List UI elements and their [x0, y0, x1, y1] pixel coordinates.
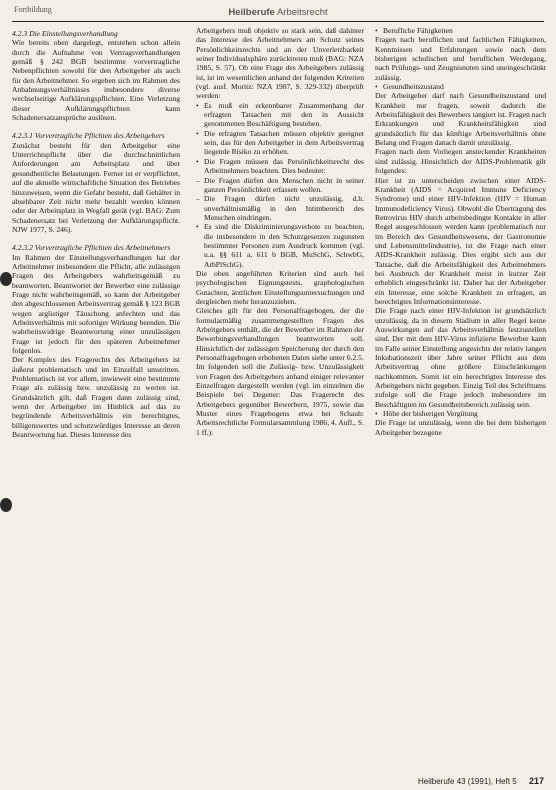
paragraph: Zunächst besteht für den Arbeitgeber eine Unterrichtspflicht über die durchschnittlichen Anforderungen am Arbeitsplatz und über gesundheitliche Belastungen. Ferner ist er verpflichtet, auf die aktuelle wirtschaftliche Situation des Betriebes hinzuweisen, wenn die Gefahr besteht, daß Gehälter in absehbarer Zeit nicht mehr bezahlt werden können oder der Arbeitsplatz in Wegfall gerät (vgl. BAG: Zum Schadenersatz bei Verletzung der Aufklärungspflicht. NJW 1977, S. 246).	[12, 140, 180, 234]
section-heading: 4.2.3 Die Einstellungsverhandlung	[12, 29, 118, 38]
list-item: • Die erfragten Tatsachen müssen objektiv geeignet sein, das für den Arbeitgeber in dem Arbeitsvertrag liegende Risiko zu erhöhen.	[196, 129, 364, 157]
page-footer	[418, 776, 544, 786]
column-1	[12, 26, 180, 439]
section-label: Fortbildung	[14, 5, 52, 14]
paragraph: Fragen nach dem Vorliegen ansteckender Krankheiten sind zulässig. Hinsichtlich der AIDS-Problematik gilt folgendes:	[375, 147, 546, 176]
journal-title-rest: Arbeitsrecht	[274, 7, 328, 18]
criteria-list	[196, 101, 364, 269]
list-item: • Berufliche Fähigkeiten	[375, 26, 546, 35]
list-item: – Die Fragen dürfen den Menschen nicht in seiner ganzen Persönlichkeit erfassen wollen.	[196, 176, 364, 195]
journal-title	[14, 7, 542, 18]
paragraph: Wie bereits oben dargelegt, entstehen schon allein durch die Aufnahme von Vertragsverhandlungen gemäß § 242 BGB bestimmte vorvertragliche Nebenpflichten sowohl für den Arbeitgeber als auch für den Arbeitnehmer. So ergeben sich im Rahmen des Anbahnungsverhältnisses insbesondere diverse wechselseitige Aufklärungspflichten. Eine Verletzung dieser Aufklärungspflichten kann Schadenersatzansprüche auslösen.	[12, 38, 180, 123]
list-item: • Es sind die Diskriminierungsverbote zu beachten, die insbesondere in den Schutzgesetzen zugunsten bestimmter Personen zum Ausdruck kommen (vgl. u.a. §§ 611 a, 611 b BGB, MuSchG, SchwbG, ArbPlSchG).	[196, 222, 364, 269]
list-item: • Gesundheitszustand	[375, 82, 546, 91]
subsection-heading: 4.2.3.2 Vorvertragliche Pflichten des Arbeitnehmers	[12, 243, 171, 253]
list-item: • Die Fragen müssen das Persönlichkeitsrecht des Arbeitnehmers beachten. Dies bedeutet:	[196, 157, 364, 176]
question-list	[375, 82, 546, 91]
running-head	[14, 2, 542, 18]
list-item: • Es muß ein erkennbarer Zusammenhang der erfragten Tatsachen mit den in Aussicht genommenen Beschäftigung bestehen.	[196, 101, 364, 129]
journal-title-bold: Heilberufe	[228, 7, 275, 18]
list-item: – Die Fragen dürfen nicht unzulässig, d.h. unverhältnismäßig in den Intimbereich des Menschen eindringen.	[196, 194, 364, 222]
paragraph: Im folgenden soll die Zulässig- bzw. Unzulässigkeit von Fragen des Arbeitgebers anhand einiger relevanter Einzelfragen dargestellt werden (vgl. im einzelnen die Beispiele bei Degener: Das Fragerecht des Arbeitgebers gegenüber Bewerbern, 1975, sowie das Muster eines Fragebogens etwa bei Schaub: Arbeitsrechtliche Formularsammlung 1986, 4. Aufl., S. 1 ff.):	[196, 362, 364, 437]
list-item: • Höhe der bisherigen Vergütung	[375, 409, 546, 418]
column-2	[196, 26, 364, 437]
question-list	[375, 409, 546, 418]
paragraph: Im Rahmen der Einstellungsverhandlungen hat der Arbeitnehmer insbesondere die Pflicht, alle zulässigen Fragen des Arbeitgebers wahrheitsgemäß zu beantworten. Beantwortet der Bewerber eine zulässige Frage nicht wahrheitsgemäß, so kann der Arbeitgeber den abgeschlossenen Arbeitsvertrag gemäß § 123 BGB wegen arglistiger Täuschung anfechten und das Arbeitsverhältnis mit sofortiger Wirkung beenden. Die wahrheitswidrige Beantwortung einer unzulässigen Frage ist jedoch für den späteren Arbeitnehmer folgenlos.	[12, 252, 180, 355]
journal-citation: Heilberufe 43 (1991), Heft 5	[418, 777, 517, 786]
punch-hole	[0, 272, 12, 286]
header-rule	[12, 21, 544, 22]
page-number: 217	[528, 776, 544, 786]
paragraph: Die Frage ist unzulässig, wenn die bei dem bisherigen Arbeitgeber bezogene	[375, 418, 546, 437]
paragraph: Die oben angeführten Kriterien sind auch bei psychologischen Eignungstests, graphologischen Gutachten, ärztlichen Einstellungsuntersuchungen und dergleichen mehr heranzuziehen.	[196, 268, 364, 306]
paragraph: Die Frage nach einer HIV-Infektion ist grundsätzlich unzulässig, da in diesem Stadium in aller Regel keine Auswirkungen auf das Arbeitsverhältnis festzustellen sind. Der mit dem HIV-Virus infizierte Bewerber kann im Falle seiner Einstellung angesichts der relativ langen Inkubationszeit über Jahre seiner Pflicht aus dem Arbeitsvertrag ohne größere Einschränkungen nachkommen. Somit ist ein berechtigtes Interesse des Arbeitgebers nicht gegeben. Einzig Teil des Schrifttums zufolge soll die Frage jedoch insbesondere im Beschäftigten im Gesundheitsbereich zulässig sein.	[375, 306, 546, 409]
paragraph: Hier ist zu unterscheiden zwischen einer AIDS-Krankheit (AIDS = Acquired Immune Deficiency Syndrome) und einer HIV-Infektion (HIV = Human Immunodeficiency Virus). Obwohl die Übertragung des Retrovirus HIV durch arbeitsbedingte Kontakte in aller Regel ausgeschlossen werden kann (problematisch nur im Bereich des Gesundheitswesens, der Gastronomie und Lebensmittelindustrie), ist die Frage nach einer AIDS-Krankheit zulässig. Dies ergibt sich aus der Tatsache, daß die Arbeitsfähigkeit des Arbeitnehmers bei Ausbruch der Krankheit meist in kurzer Zeit erheblich eingeschränkt ist. Daher hat der Arbeitgeber ein Interesse, eine solche Krankheit zu erfragen, an berechtigtes Informationsinteresse.	[375, 175, 546, 306]
paragraph: Gleiches gilt für den Personalfragebogen, der die formularmäßig zusammengestellten Fragen des Arbeitgebers enthält, die der Bewerber im Rahmen der Bewerbungsverhandlungen beantworten soll. Hinsichtlich der zulässigen Speicherung der durch den Personalfragebogen erhobenen Daten siehe unter 6.2.5.	[196, 306, 364, 363]
paragraph: Der Komplex des Fragerechts des Arbeitgebers ist äußerst problematisch und im Einzelfall umstritten. Problematisch ist vor allem, inwieweit eine bestimmte Frage als zulässig bzw. unzulässig zu werten ist. Grundsätzlich gilt, daß Fragen dann zulässig sind, wenn der Arbeitgeber im Hinblick auf das zu begründende Arbeitsverhältnis ein berechtigtes, billigenswertes und schutzwürdiges Interesse an deren Beantwortung hat. Dieses Interesse des	[12, 355, 180, 440]
paragraph: Fragen nach beruflichen und fachlichen Fähigkeiten, Kenntnissen und Erfahrungen sowie nach dem bisherigen schulischen und beruflichen Werdegang, nach Prüfungs- und Zeugnisnoten sind uneingeschränkt zulässig.	[375, 35, 546, 82]
paragraph: Der Arbeitgeber darf nach Gesundheitszustand und Krankheit nur fragen, soweit dadurch die Arbeitsfähigkeit des Bewerbers tangiert ist. Fragen nach Erkrankungen und Krankheitsfähigkeit sind grundsätzlich für das künftige Arbeitsverhältnis ohne Belang und Fragen danach damit unzulässig.	[375, 91, 547, 148]
paragraph: Arbeitgebers muß objektiv so stark sein, daß dahinter das Interesse des Arbeitnehmers am Schutz seines Persönlichkeitsrechts und an der Unverletzbarkeit seiner Individualsphäre zurücktreten muß (BAG: NZA 1985, S. 57). Ob eine Frage des Arbeitgebers zulässig ist, ist im wesentlichen anhand der folgenden Kriterien (vgl. ausf. Moritz: NZA 1987, S. 329-332) überprüft werden:	[196, 26, 364, 101]
column-3	[375, 26, 546, 437]
subsection-heading: 4.2.3.1 Vorvertragliche Pflichten des Arbeitgebers	[12, 131, 165, 141]
question-list	[375, 26, 546, 35]
punch-hole	[0, 498, 12, 512]
